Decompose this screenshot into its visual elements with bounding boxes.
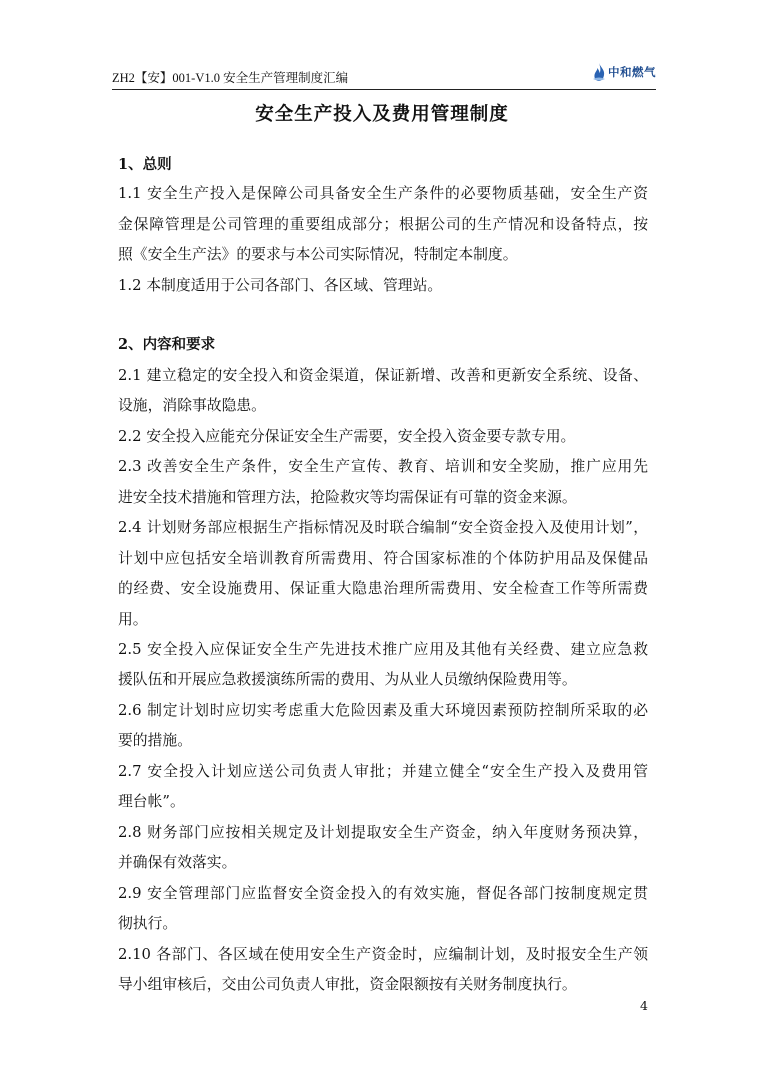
paragraph-line: 计划中应包括安全培训教育所需费用、符合国家标准的个体防护用品及保健品 <box>118 550 648 567</box>
paragraph-line: 2.7 安全投入计划应送公司负责人审批；并建立健全“安全生产投入及费用管 <box>118 763 648 780</box>
document-code: ZH2【安】001-V1.0 安全生产管理制度汇编 <box>112 71 349 85</box>
flame-icon <box>592 62 606 82</box>
paragraph-line: 金保障管理是公司管理的重要组成部分；根据公司的生产情况和设备特点，按 <box>118 216 648 233</box>
paragraph-line: 的经费、安全设施费用、保证重大隐患治理所需费用、安全检查工作等所需费 <box>118 580 648 597</box>
paragraph-line: 2.10 各部门、各区域在使用安全生产资金时，应编制计划，及时报安全生产领 <box>118 946 648 963</box>
paragraph-line: 2.2 安全投入应能充分保证安全生产需要，安全投入资金要专款专用。 <box>118 428 576 445</box>
paragraph-line: 设施，消除事故隐患。 <box>118 397 266 414</box>
paragraph-line: 照《安全生产法》的要求与本公司实际情况，特制定本制度。 <box>118 246 518 263</box>
logo-text: 中和燃气 <box>608 65 656 79</box>
paragraph-line: 2.6 制定计划时应切实考虑重大危险因素及重大环境因素预防控制所采取的必 <box>118 702 648 719</box>
page-number: 4 <box>640 998 648 1013</box>
paragraph-line: 要的措施。 <box>118 732 192 749</box>
paragraph-line: 2.4 计划财务部应根据生产指标情况及时联合编制“安全资金投入及使用计划”， <box>118 519 648 536</box>
header-divider <box>112 89 656 90</box>
page-header <box>112 62 656 88</box>
paragraph-line: 导小组审核后，交由公司负责人审批，资金限额按有关财务制度执行。 <box>118 976 577 993</box>
paragraph-line: 2.1 建立稳定的安全投入和资金渠道，保证新增、改善和更新安全系统、设备、 <box>118 367 648 384</box>
paragraph-line: 1.2 本制度适用于公司各部门、各区域、管理站。 <box>118 277 443 294</box>
paragraph-line: 2.9 安全管理部门应监督安全资金投入的有效实施，督促各部门按制度规定贯 <box>118 885 648 902</box>
paragraph-line: 2.3 改善安全生产条件，安全生产宣传、教育、培训和安全奖励，推广应用先 <box>118 458 648 475</box>
paragraph-line: 援队伍和开展应急救援演练所需的费用、为从业人员缴纳保险费用等。 <box>118 671 577 688</box>
paragraph-line: 用。 <box>118 611 148 628</box>
section-heading: 1、总则 <box>118 156 172 173</box>
paragraph-line: 2.5 安全投入应保证安全生产先进技术推广应用及其他有关经费、建立应急救 <box>118 641 648 658</box>
company-logo <box>592 62 656 82</box>
section-heading: 2、内容和要求 <box>118 336 216 353</box>
paragraph-line: 并确保有效落实。 <box>118 854 237 871</box>
paragraph-line: 理台帐”。 <box>118 793 185 810</box>
paragraph-line: 1.1 安全生产投入是保障公司具备安全生产条件的必要物质基础，安全生产资 <box>118 185 648 202</box>
document-title: 安全生产投入及费用管理制度 <box>255 104 509 125</box>
paragraph-line: 彻执行。 <box>118 915 178 932</box>
paragraph-line: 进安全技术措施和管理方法，抢险救灾等均需保证有可靠的资金来源。 <box>118 489 577 506</box>
paragraph-line: 2.8 财务部门应按相关规定及计划提取安全生产资金，纳入年度财务预决算， <box>118 824 648 841</box>
